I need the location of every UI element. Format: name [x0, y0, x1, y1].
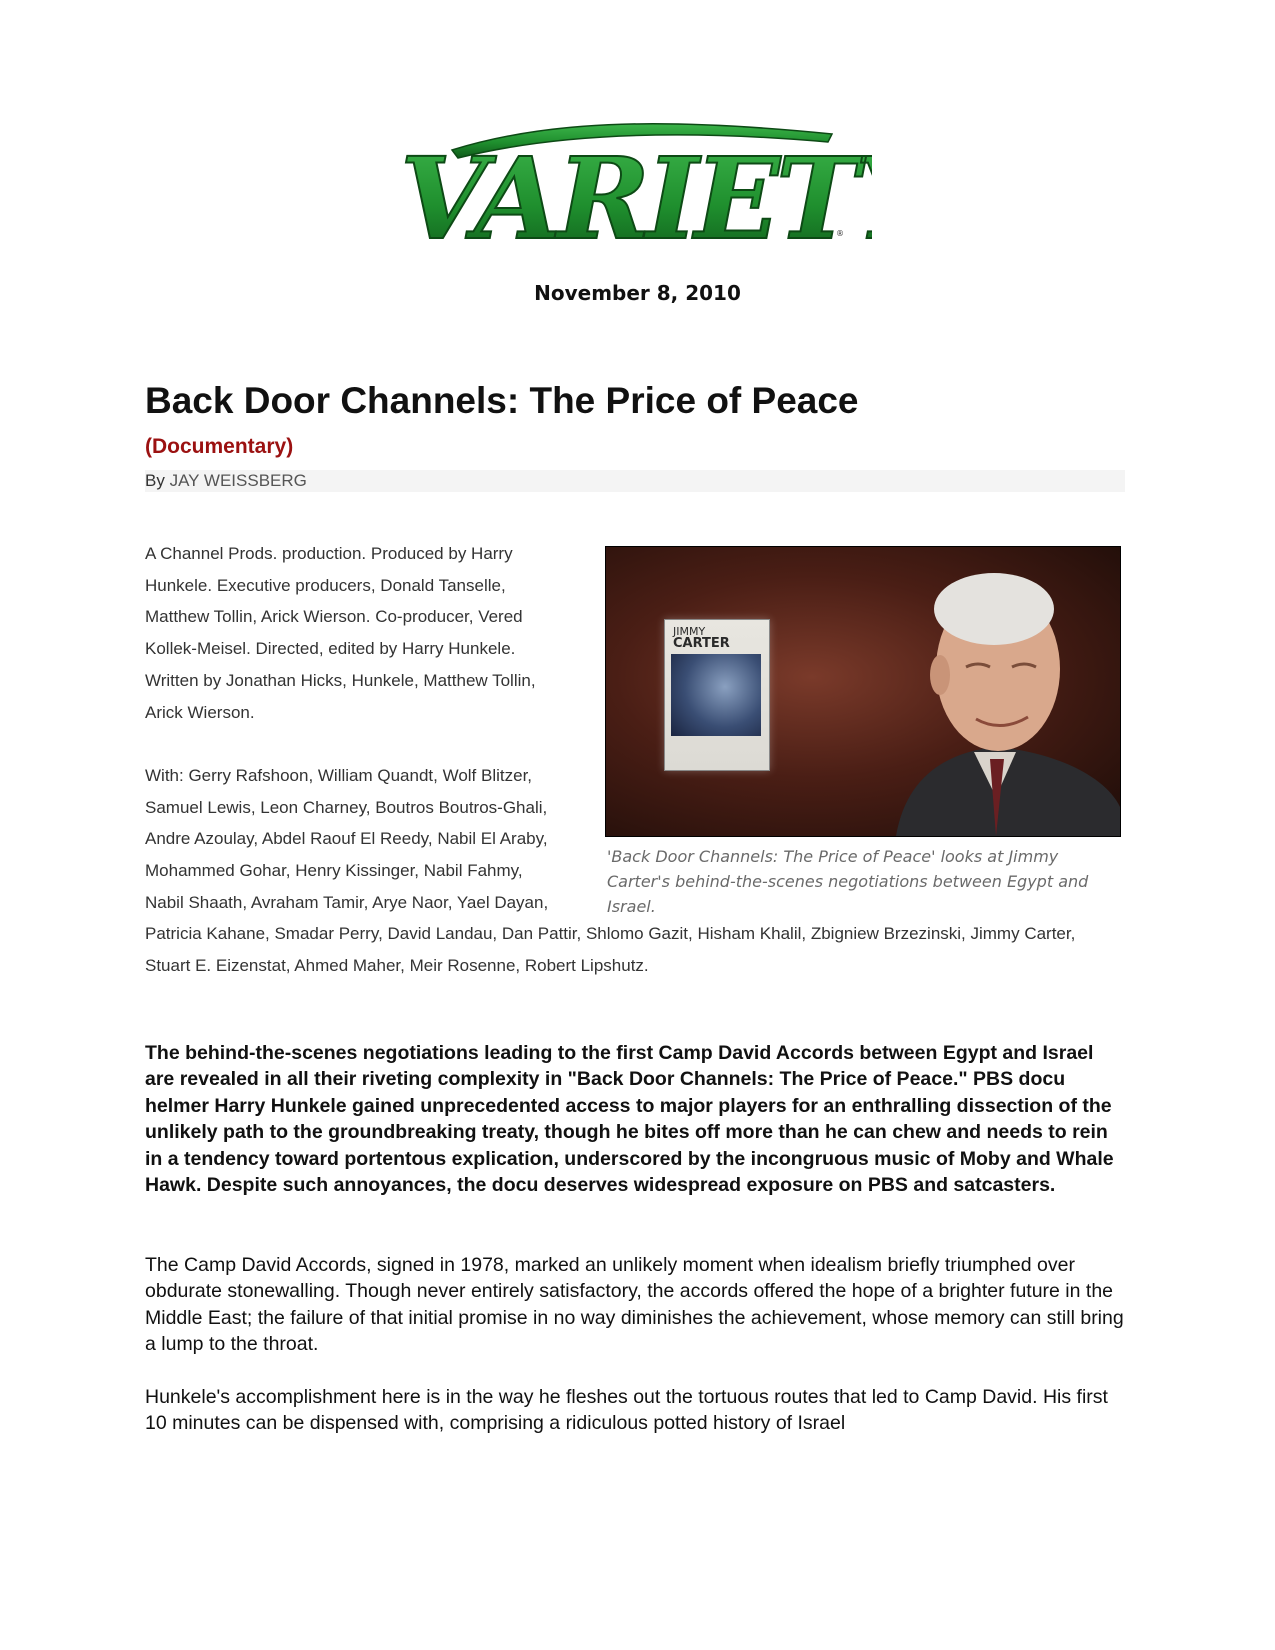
- article-photo: [605, 546, 1121, 837]
- poster-image: [664, 619, 770, 771]
- byline-author: JAY WEISSBERG: [169, 471, 307, 490]
- body-paragraph: The Camp David Accords, signed in 1978, marked an unlikely moment when idealism briefly triumphed over obdurate stonewalling. Though never entirely satisfactory, the accords offered the hope of a brighter future in the Middle East; the failure of that initial promise in no way diminishes the achievement, whose memory can still bring a lump to the throat.: [145, 1254, 1124, 1356]
- article-photo-figure: [597, 538, 1119, 916]
- variety-logo: [392, 112, 872, 262]
- photo-caption: 'Back Door Channels: The Price of Peace' looks at Jimmy Carter's behind-the-scenes negotiations between Egypt and Israel.: [607, 847, 1089, 916]
- credits-block: [145, 538, 1125, 982]
- production-credits: A Channel Prods. production. Produced by Harry Hunkele. Executive producers, Donald Tanselle, Matthew Tollin, Arick Wierson. Co-producer, Vered Kollek-Meisel. Directed, edited by Harry Hunkele. Written by Jonathan Hicks, Hunkele, Matthew Tollin, Arick Wierson.: [145, 544, 536, 722]
- publication-date: November 8, 2010: [534, 281, 741, 305]
- byline-prefix: By: [145, 471, 165, 490]
- body-paragraph: Hunkele's accomplishment here is in the way he fleshes out the tortuous routes that led to Camp David. His first 10 minutes can be dispensed with, comprising a ridiculous potted history of Israel: [145, 1386, 1108, 1435]
- portrait-image: [856, 547, 1120, 836]
- svg-text:®: ®: [836, 229, 844, 238]
- poster-surname: CARTER: [673, 636, 730, 651]
- byline: [145, 470, 1125, 492]
- cast-list: With: Gerry Rafshoon, William Quandt, Wolf Blitzer, Samuel Lewis, Leon Charney, Boutros Boutros-Ghali, Andre Azoulay, Abdel Raouf El Reedy, Nabil El Araby, Mohammed Gohar, Henry Kissinger, Nabil Fahmy, Nabil Shaath, Avraham Tamir, Arye Naor, Yael Dayan, Patricia Kahane, Smadar Perry, David Landau, Dan Pattir, Shlomo Gazit, Hisham Khalil, Zbigniew Brzezinski, Jimmy Carter, Stuart E. Eizenstat, Ahmed Maher, Meir Rosenne, Robert Lipshutz.: [145, 765, 1076, 976]
- article-genre: (Documentary): [145, 435, 294, 458]
- logo-wordmark: VARIET: [400, 134, 856, 262]
- article-lede: The behind-the-scenes negotiations leading to the first Camp David Accords between Egypt and Israel are revealed in all their riveting complexity in "Back Door Channels: The Price of Peace." PBS docu helmer Harry Hunkele gained unprecedented access to major players for an enthralling dissection of the unlikely path to the groundbreaking treaty, though he bites off more than he can chew and needs to rein in a tendency toward portentous explication, underscored by the incongruous music of Moby and Whale Hawk. Despite such annoyances, the docu deserves widespread exposure on PBS and satcasters.: [145, 1042, 1114, 1197]
- poster-name: JIMMY: [673, 625, 706, 638]
- article-title: Back Door Channels: The Price of Peace: [145, 380, 859, 421]
